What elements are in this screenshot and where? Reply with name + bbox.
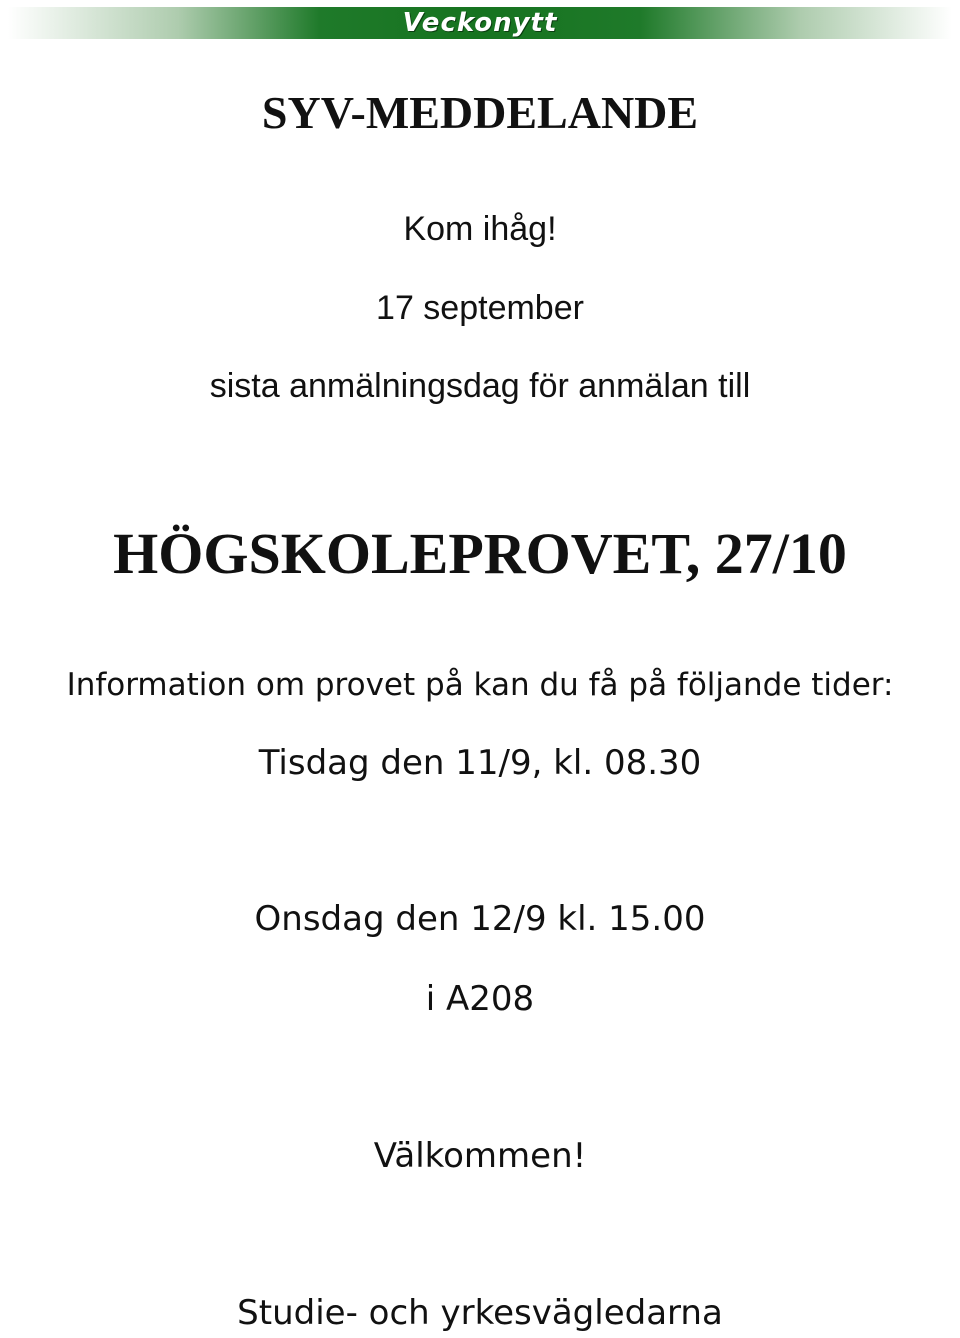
room-location: i A208 — [425, 979, 535, 1019]
reminder-text: Kom ihåg! — [403, 210, 557, 248]
exam-heading: HÖGSKOLEPROVET, 27/10 — [113, 521, 847, 586]
veckonytt-banner — [8, 7, 952, 39]
deadline-date: 17 september — [376, 289, 584, 327]
veckonytt-logo: Veckonytt — [402, 8, 558, 38]
signature: Studie- och yrkesvägledarna — [237, 1293, 723, 1333]
welcome-text: Välkommen! — [373, 1136, 587, 1176]
session-tuesday: Tisdag den 11/9, kl. 08.30 — [258, 743, 702, 783]
notice-title: SYV-MEDDELANDE — [261, 87, 699, 138]
deadline-text: sista anmälningsdag för anmälan till — [209, 367, 751, 405]
info-intro: Information om provet på kan du få på följande tider: — [66, 667, 894, 703]
session-wednesday: Onsdag den 12/9 kl. 15.00 — [254, 899, 706, 939]
